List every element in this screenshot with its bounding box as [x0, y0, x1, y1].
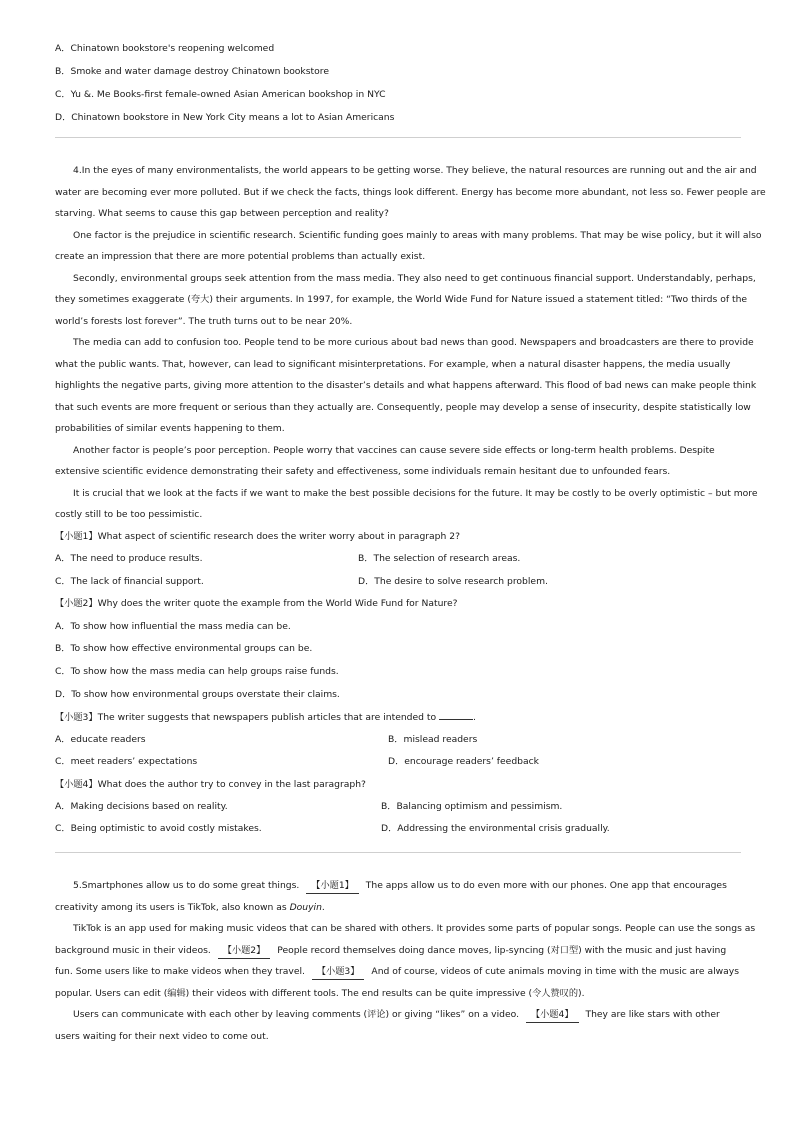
question-4-stem: 【小题4】What does the author try to convey in the last paragraph? [55, 779, 366, 790]
prev-option-b: B．Smoke and water damage destroy Chinatown bookstore [55, 66, 329, 77]
passage5-text: People record themselves doing dance moves, lip-syncing (对口型) with the music and just having [277, 945, 727, 956]
passage4-line: create an impression that there are more potential problems than actually exist. [55, 251, 426, 262]
prev-option-d: D．Chinatown bookstore in New York City means a lot to Asian Americans [55, 112, 395, 123]
passage4-line: highlights the negative parts, giving more attention to the disaster’s details and what happens afterward. This flood of bad news can make people think [55, 380, 757, 391]
question-1-option-b[interactable]: B．The selection of research areas. [358, 553, 521, 564]
question-3-stem [55, 710, 476, 725]
passage4-line: It is crucial that we look at the facts if we want to make the best possible decisions for the future. It may be costly to be overly optimistic – but more [73, 488, 758, 499]
question-4-option-d[interactable]: D．Addressing the environmental crisis gradually. [381, 823, 610, 834]
passage4-line: costly still to be too pessimistic. [55, 509, 203, 520]
passage5-text: They are like stars with other [585, 1009, 720, 1020]
question-1-stem: 【小题1】What aspect of scientific research does the writer worry about in paragraph 2? [55, 531, 460, 542]
question-3-stem-text: 【小题3】The writer suggests that newspapers publish articles that are intended to [55, 712, 437, 723]
answer-blank[interactable] [439, 710, 473, 720]
passage5-line [55, 944, 726, 959]
passage5-line [55, 965, 739, 980]
passage4-line: Another factor is people’s poor perception. People worry that vaccines can cause severe side effects or long-term health problems. Despite [73, 445, 715, 456]
passage5-italic: Douyin [289, 902, 322, 913]
passage5-line [55, 901, 325, 915]
passage5-text: And of course, videos of cute animals moving in time with the music are always [371, 966, 740, 977]
passage5-text: . [321, 902, 325, 913]
passage4-line: that such events are more frequent or serious than they actually are. Consequently, people may develop a sense of insecurity, despite statistically low [55, 402, 751, 413]
question-4-option-c[interactable]: C．Being optimistic to avoid costly mistakes. [55, 823, 262, 834]
question-4-option-a[interactable]: A．Making decisions based on reality. [55, 801, 228, 812]
question-1-option-a[interactable]: A．The need to produce results. [55, 553, 203, 564]
section-divider [55, 852, 741, 853]
passage5-line: users waiting for their next video to come out. [55, 1031, 269, 1042]
passage4-line: starving. What seems to cause this gap between perception and reality? [55, 208, 389, 219]
question-2-option-d[interactable]: D．To show how environmental groups overstate their claims. [55, 689, 340, 700]
question-3-option-a[interactable]: A．educate readers [55, 734, 146, 745]
passage4-line: One factor is the prejudice in scientific research. Scientific funding goes mainly to areas with many problems. That may be wise policy, but it will also [73, 230, 762, 241]
passage5-line: TikTok is an app used for making music videos that can be shared with others. It provides some parts of popular songs. People can use the songs as [73, 923, 756, 934]
passage4-line: what the public wants. That, however, can lead to significant misinterpretations. For example, when a natural disaster happens, the media usually [55, 359, 731, 370]
passage5-text: Users can communicate with each other by leaving comments (评论) or giving “likes” on a video. [73, 1009, 520, 1020]
passage4-line: 4.In the eyes of many environmentalists, the world appears to be getting worse. They believe, the natural resources are running out and the air and [73, 165, 757, 176]
answer-blank-2[interactable]: 【小题2】 [218, 944, 271, 959]
answer-blank-1[interactable]: 【小题1】 [306, 879, 359, 894]
question-2-option-a[interactable]: A．To show how influential the mass media can be. [55, 621, 291, 632]
question-1-option-d[interactable]: D．The desire to solve research problem. [358, 576, 548, 587]
passage5-text: 5.Smartphones allow us to do some great things. [73, 880, 300, 891]
passage5-text: fun. Some users like to make videos when they travel. [55, 966, 305, 977]
passage4-line: Secondly, environmental groups seek attention from the mass media. They also need to get continuous financial support. Understandably, perhaps, [73, 273, 756, 284]
passage4-line: The media can add to confusion too. People tend to be more curious about bad news than good. Newspapers and broadcasters are there to provide [73, 337, 754, 348]
question-2-option-b[interactable]: B．To show how effective environmental groups can be. [55, 643, 313, 654]
question-2-option-c[interactable]: C．To show how the mass media can help groups raise funds. [55, 666, 339, 677]
question-2-stem: 【小题2】Why does the writer quote the example from the World Wide Fund for Nature? [55, 598, 458, 609]
prev-option-a: A．Chinatown bookstore's reopening welcomed [55, 43, 275, 54]
question-3-option-d[interactable]: D．encourage readers’ feedback [388, 756, 539, 767]
question-3-stem-end: . [473, 712, 476, 723]
passage4-line: world’s forests lost forever”. The truth turns out to be near 20%. [55, 316, 353, 327]
passage4-line: they sometimes exaggerate (夸大) their arguments. In 1997, for example, the World Wide Fund for Nature issued a statement titled: “Two thirds of the [55, 294, 748, 305]
question-4-option-b[interactable]: B．Balancing optimism and pessimism. [381, 801, 563, 812]
question-1-option-c[interactable]: C．The lack of financial support. [55, 576, 204, 587]
prev-option-c: C．Yu &. Me Books-first female-owned Asian American bookshop in NYC [55, 89, 386, 100]
passage5-line [73, 1008, 720, 1023]
answer-blank-4[interactable]: 【小题4】 [526, 1008, 579, 1023]
question-3-option-c[interactable]: C．meet readers’ expectations [55, 756, 198, 767]
passage4-line: extensive scientific evidence demonstrating their safety and effectiveness, some individuals remain hesitant due to unfounded fears. [55, 466, 671, 477]
passage4-line: water are becoming ever more polluted. But if we check the facts, things look different. Energy has become more abundant, not less so. Fewer people are [55, 187, 766, 198]
passage5-text: creativity among its users is TikTok, also known as [55, 902, 287, 913]
passage5-line [73, 879, 727, 894]
passage5-text: background music in their videos. [55, 945, 211, 956]
passage4-line: probabilities of similar events happening to them. [55, 423, 285, 434]
passage5-text: The apps allow us to do even more with our phones. One app that encourages [365, 880, 727, 891]
passage5-line: popular. Users can edit (编辑) their videos with different tools. The end results can be quite impressive (令人赞叹的). [55, 988, 585, 999]
answer-blank-3[interactable]: 【小题3】 [312, 965, 365, 980]
question-3-option-b[interactable]: B．mislead readers [388, 734, 478, 745]
section-divider [55, 137, 741, 138]
